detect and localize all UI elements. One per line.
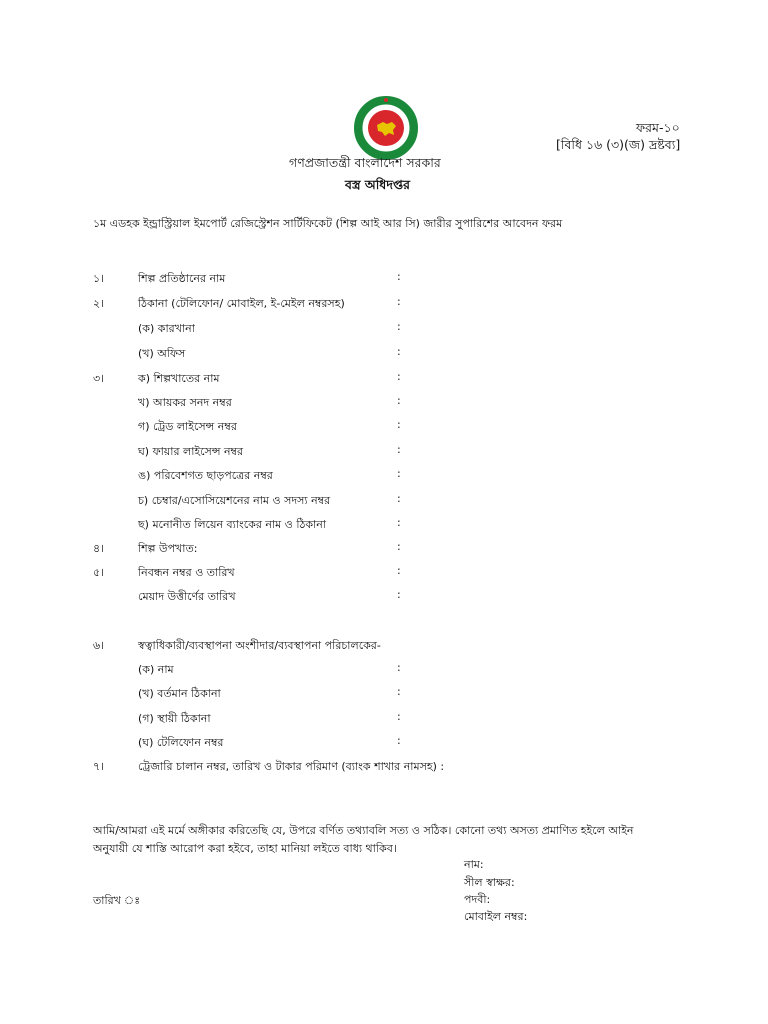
- field-colon: :: [397, 418, 401, 431]
- field-label: (ঘ) টেলিফোন নম্বর: [138, 736, 224, 749]
- field-label: খ) আয়কর সনদ নম্বর: [138, 396, 232, 409]
- field-label: মেয়াদ উত্তীর্ণের তারিখ: [138, 590, 236, 603]
- field-number: ২।: [93, 297, 105, 310]
- field-number: ৫।: [93, 566, 105, 579]
- field-number: ৩।: [93, 372, 105, 385]
- field-colon: :: [397, 270, 401, 283]
- field-colon: :: [397, 492, 401, 505]
- field-label: নিবন্ধন নম্বর ও তারিখ: [138, 566, 235, 579]
- field-label: গ) ট্রেড লাইসেন্স নম্বর: [138, 420, 237, 433]
- field-number: ৬।: [93, 639, 105, 652]
- declaration-line: অনুযায়ী যে শাস্তি আরোপ করা হইবে, তাহা মানিয়া লইতে বাধ্য থাকিব।: [93, 842, 397, 855]
- signature-mobile-label: মোবাইল নম্বর:: [464, 910, 528, 923]
- field-colon: :: [397, 564, 401, 577]
- field-colon: :: [397, 320, 401, 333]
- field-label: ঠিকানা (টেলিফোন/ মোবাইল, ই-মেইল নম্বরসহ): [138, 297, 345, 310]
- field-label: চ) চেম্বার/এসোসিয়েশনের নাম ও সদস্য নম্বর: [138, 494, 331, 507]
- field-label: ক) শিল্পখাতের নাম: [138, 372, 220, 385]
- date-label: তারিখ ঃ: [93, 894, 141, 907]
- government-title: গণপ্রজাতন্ত্রী বাংলাদেশ সরকার: [289, 155, 441, 170]
- field-number: ৭।: [93, 760, 105, 773]
- field-colon: :: [397, 443, 401, 456]
- field-colon: :: [397, 685, 401, 698]
- field-label: ঙ) পরিবেশগত ছাড়পত্রের নম্বর: [138, 469, 273, 482]
- department-title: বস্ত্র অধিদপ্তর: [345, 177, 411, 192]
- field-number: ১।: [93, 272, 105, 285]
- field-label: (ক) নাম: [138, 663, 174, 676]
- signature-seal-label: সীল স্বাক্ষর:: [464, 876, 515, 889]
- form-number: ফরম-১০: [636, 120, 680, 135]
- field-label: ঘ) ফায়ার লাইসেন্স নম্বর: [138, 445, 244, 458]
- field-label: (গ) স্থায়ী ঠিকানা: [138, 712, 211, 725]
- treasury-challan-label: ট্রেজারি চালান নম্বর, তারিখ ও টাকার পরিমাণ (ব্যাংক শাখার নামসহ) :: [138, 760, 445, 773]
- field-colon: :: [397, 710, 401, 723]
- field-label: শিল্প উপখাত:: [138, 542, 198, 555]
- rule-reference: [বিধি ১৬ (৩)(জ) দ্রষ্টব্য]: [556, 137, 681, 152]
- field-colon: :: [397, 516, 401, 529]
- form-subject: ১ম এডহক ইন্ড্রাস্ট্রিয়াল ইমপোর্ট রেজিস্ট্রেশন সার্টিফিকেট (শিল্প আই আর সি) জারীর সুপারিশের আবেদন ফরম: [93, 217, 563, 230]
- field-colon: :: [397, 467, 401, 480]
- field-colon: :: [397, 295, 401, 308]
- government-seal-icon: [353, 95, 419, 161]
- field-colon: :: [397, 394, 401, 407]
- field-colon: :: [397, 734, 401, 747]
- owner-section-heading: স্বত্বাধিকারী/ব্যবস্থাপনা অংশীদার/ব্যবস্থাপনা পরিচালকের-: [138, 639, 381, 652]
- field-label: (খ) বর্তমান ঠিকানা: [138, 687, 221, 700]
- field-colon: :: [397, 345, 401, 358]
- field-label: ছ) মনোনীত লিয়েন ব্যাংকের নাম ও ঠিকানা: [138, 518, 327, 531]
- field-number: ৪।: [93, 542, 105, 555]
- declaration-line: আমি/আমরা এই মর্মে অঙ্গীকার করিতেছি যে, উপরে বর্ণিত তথ্যাবলি সত্য ও সঠিক। কোনো তথ্য অসত্য প্রমাণিত হইলে আইন: [93, 824, 634, 837]
- signature-name-label: নাম:: [464, 858, 484, 871]
- field-colon: :: [397, 540, 401, 553]
- field-label: (খ) অফিস: [138, 347, 186, 360]
- field-label: শিল্প প্রতিষ্ঠানের নাম: [138, 272, 226, 285]
- field-label: (ক) কারখানা: [138, 322, 195, 335]
- field-colon: :: [397, 370, 401, 383]
- field-colon: :: [397, 661, 401, 674]
- signature-designation-label: পদবী:: [464, 893, 491, 906]
- field-colon: :: [397, 588, 401, 601]
